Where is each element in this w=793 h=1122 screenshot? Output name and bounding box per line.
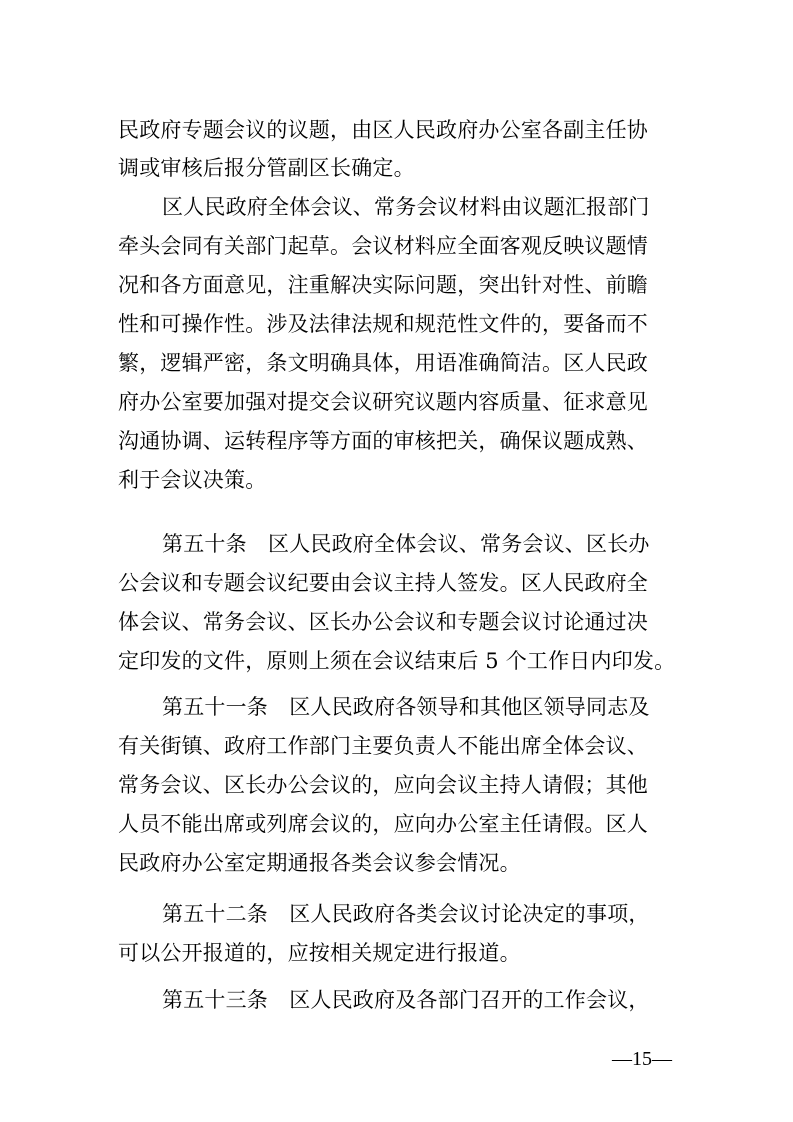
text-line: 可以公开报道的，应按相关规定进行报道。 [118,941,521,965]
text-line: 利于会议决策。 [118,468,267,492]
text-line: 有关街镇、政府工作部门主要负责人不能出席全体会议、 [118,734,648,758]
text-line: 体会议、常务会议、区长办公会议和专题会议讨论通过决 [118,610,648,634]
text-line: 常务会议、区长办公会议的，应向会议主持人请假；其他 [118,773,648,797]
text-line: 况和各方面意见，注重解决实际问题，突出针对性、前瞻 [118,273,648,297]
article-52-line: 第五十二条 区人民政府各类会议讨论决定的事项， [162,902,650,926]
text-line: 公会议和专题会议纪要由会议主持人签发。区人民政府全 [118,571,648,595]
article-50-line: 第五十条 区人民政府全体会议、常务会议、区长办 [162,532,650,556]
text-line: 性和可操作性。涉及法律法规和规范性文件的，要备而不 [118,312,648,336]
text-line: 民政府专题会议的议题，由区人民政府办公室各副主任协 [118,118,648,142]
text-line: 调或审核后报分管副区长确定。 [118,156,415,180]
text-line: 繁，逻辑严密，条文明确具体，用语准确简洁。区人民政 [118,351,648,375]
text-line: 牵头会同有关部门起草。会议材料应全面客观反映议题情 [118,234,648,258]
text-line: 府办公室要加强对提交会议研究议题内容质量、征求意见 [118,390,648,414]
article-53-line: 第五十三条 区人民政府及各部门召开的工作会议， [162,988,650,1012]
text-line: 人员不能出席或列席会议的，应向办公室主任请假。区人 [118,812,648,836]
page-number: —15— [612,1048,672,1070]
paragraph-start-line: 区人民政府全体会议、常务会议材料由议题汇报部门 [162,195,650,219]
text-line: 民政府办公室定期通报各类会议参会情况。 [118,851,521,875]
article-51-line: 第五十一条 区人民政府各领导和其他区领导同志及 [162,695,650,719]
text-line: 沟通协调、运转程序等方面的审核把关，确保议题成熟、 [118,429,648,453]
text-line: 定印发的文件，原则上须在会议结束后 5 个工作日内印发。 [118,649,676,673]
